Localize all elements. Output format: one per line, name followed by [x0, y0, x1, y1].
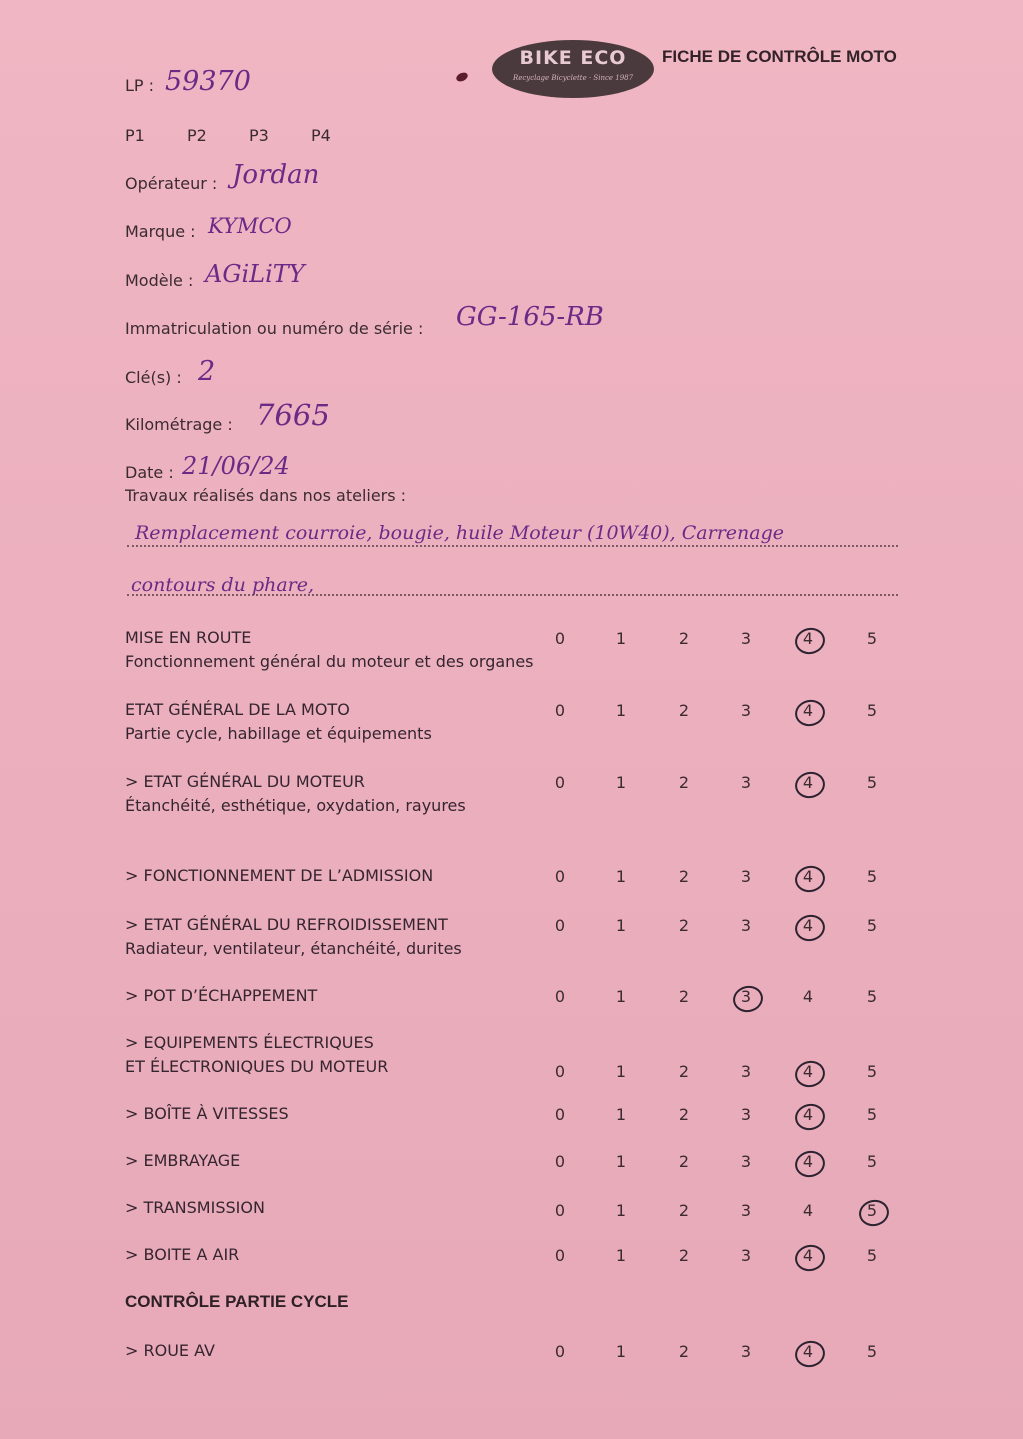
- score-option[interactable]: 2: [678, 629, 690, 648]
- ink-mark: [455, 71, 469, 83]
- score-option[interactable]: 1: [615, 1246, 627, 1265]
- score-option[interactable]: 5: [866, 773, 878, 792]
- score-option-selected[interactable]: 4: [793, 626, 823, 652]
- logo-text: BIKE ECO: [519, 47, 627, 69]
- score-option[interactable]: 1: [615, 773, 627, 792]
- score-option[interactable]: 5: [866, 916, 878, 935]
- score-option[interactable]: 3: [740, 701, 752, 720]
- operateur-value: Jordan: [232, 160, 320, 190]
- score-option-selected[interactable]: 3: [731, 984, 761, 1010]
- score-option-selected[interactable]: 5: [857, 1198, 887, 1224]
- score-option[interactable]: 2: [678, 701, 690, 720]
- criterion-description: Fonctionnement général du moteur et des organes: [125, 652, 534, 671]
- kilometrage-value: 7665: [256, 398, 330, 432]
- score-option[interactable]: 0: [554, 1246, 566, 1265]
- score-option[interactable]: 3: [740, 1246, 752, 1265]
- travaux-text-1: Remplacement courroie, bougie, huile Moteur (10W40), Carrenage: [135, 522, 784, 544]
- score-option[interactable]: 4: [802, 1201, 814, 1220]
- section-partie-cycle: CONTRÔLE PARTIE CYCLE: [125, 1292, 349, 1311]
- score-option[interactable]: 2: [678, 867, 690, 886]
- travaux-line-1: [127, 545, 898, 547]
- score-option[interactable]: 1: [615, 1201, 627, 1220]
- score-option[interactable]: 0: [554, 1201, 566, 1220]
- score-option[interactable]: 0: [554, 1152, 566, 1171]
- date-label: Date :: [125, 463, 174, 482]
- score-option[interactable]: 1: [615, 1152, 627, 1171]
- score-option-selected[interactable]: 4: [793, 1102, 823, 1128]
- score-option[interactable]: 1: [615, 867, 627, 886]
- travaux-label: Travaux réalisés dans nos ateliers :: [125, 486, 407, 505]
- score-option[interactable]: 0: [554, 916, 566, 935]
- score-option-selected[interactable]: 4: [793, 698, 823, 724]
- document-title: FICHE DE CONTRÔLE MOTO: [662, 47, 897, 66]
- score-option[interactable]: 0: [554, 867, 566, 886]
- score-option[interactable]: 0: [554, 1342, 566, 1361]
- score-option[interactable]: 4: [802, 987, 814, 1006]
- criterion-name: MISE EN ROUTE: [125, 628, 252, 647]
- score-option[interactable]: 2: [678, 1152, 690, 1171]
- cles-value: 2: [198, 356, 216, 387]
- score-option[interactable]: 1: [615, 1105, 627, 1124]
- score-option[interactable]: 5: [866, 701, 878, 720]
- score-option-selected[interactable]: 4: [793, 1149, 823, 1175]
- criterion-name: > ETAT GÉNÉRAL DU REFROIDISSEMENT: [125, 915, 448, 934]
- immatriculation-label: Immatriculation ou numéro de série :: [125, 319, 424, 338]
- criterion-name: > POT D’ÉCHAPPEMENT: [125, 986, 318, 1005]
- score-option[interactable]: 3: [740, 1342, 752, 1361]
- immatriculation-value: GG-165-RB: [456, 302, 604, 332]
- score-option[interactable]: 5: [866, 987, 878, 1006]
- score-option[interactable]: 1: [615, 1062, 627, 1081]
- criterion-name: > ROUE AV: [125, 1341, 215, 1360]
- score-option[interactable]: 3: [740, 1105, 752, 1124]
- score-option[interactable]: 3: [740, 629, 752, 648]
- lp-label: LP :: [125, 76, 155, 95]
- score-option-selected[interactable]: 4: [793, 1059, 823, 1085]
- score-option[interactable]: 5: [866, 1246, 878, 1265]
- score-option[interactable]: 0: [554, 773, 566, 792]
- score-option[interactable]: 1: [615, 987, 627, 1006]
- position-p2: P2: [187, 126, 207, 145]
- marque-value: KYMCO: [208, 214, 292, 238]
- kilometrage-label: Kilométrage :: [125, 415, 233, 434]
- score-option[interactable]: 5: [866, 1105, 878, 1124]
- score-option[interactable]: 3: [740, 773, 752, 792]
- score-option[interactable]: 5: [866, 629, 878, 648]
- operateur-label: Opérateur :: [125, 174, 218, 193]
- criterion-name: > ETAT GÉNÉRAL DU MOTEUR: [125, 772, 365, 791]
- score-option[interactable]: 3: [740, 1152, 752, 1171]
- score-option[interactable]: 0: [554, 1062, 566, 1081]
- score-option[interactable]: 5: [866, 1342, 878, 1361]
- criterion-description: ET ÉLECTRONIQUES DU MOTEUR: [125, 1057, 389, 1076]
- score-option[interactable]: 1: [615, 629, 627, 648]
- date-value: 21/06/24: [182, 452, 290, 480]
- marque-label: Marque :: [125, 222, 196, 241]
- score-option[interactable]: 2: [678, 1246, 690, 1265]
- score-option[interactable]: 5: [866, 1062, 878, 1081]
- criterion-name: > BOÎTE À VITESSES: [125, 1104, 289, 1123]
- score-option-selected[interactable]: 4: [793, 913, 823, 939]
- score-option[interactable]: 2: [678, 1105, 690, 1124]
- score-option[interactable]: 2: [678, 1062, 690, 1081]
- modele-label: Modèle :: [125, 271, 194, 290]
- criterion-name: ETAT GÉNÉRAL DE LA MOTO: [125, 700, 350, 719]
- score-option[interactable]: 3: [740, 867, 752, 886]
- criterion-name: > BOITE A AIR: [125, 1245, 240, 1264]
- lp-value: 59370: [165, 66, 251, 97]
- criterion-description: Radiateur, ventilateur, étanchéité, durites: [125, 939, 462, 958]
- score-option[interactable]: 0: [554, 987, 566, 1006]
- position-p3: P3: [249, 126, 269, 145]
- criterion-name: > EQUIPEMENTS ÉLECTRIQUES: [125, 1033, 374, 1052]
- score-option[interactable]: 0: [554, 701, 566, 720]
- score-option[interactable]: 5: [866, 867, 878, 886]
- criterion-description: Étanchéité, esthétique, oxydation, rayures: [125, 796, 466, 815]
- score-option[interactable]: 2: [678, 773, 690, 792]
- score-option[interactable]: 3: [740, 1062, 752, 1081]
- modele-value: AGiLiTY: [205, 260, 305, 288]
- score-option-selected[interactable]: 4: [793, 864, 823, 890]
- score-option-selected[interactable]: 4: [793, 1243, 823, 1269]
- position-p4: P4: [311, 126, 331, 145]
- score-option[interactable]: 3: [740, 916, 752, 935]
- score-option[interactable]: 1: [615, 916, 627, 935]
- score-option[interactable]: 3: [740, 1201, 752, 1220]
- travaux-text-2: contours du phare,: [131, 574, 315, 596]
- cles-label: Clé(s) :: [125, 368, 182, 387]
- criterion-name: > FONCTIONNEMENT DE L’ADMISSION: [125, 866, 434, 885]
- score-option[interactable]: 5: [866, 1152, 878, 1171]
- criterion-description: Partie cycle, habillage et équipements: [125, 724, 432, 743]
- score-option[interactable]: 2: [678, 916, 690, 935]
- company-logo: [492, 40, 654, 98]
- score-option[interactable]: 0: [554, 629, 566, 648]
- score-option-selected[interactable]: 4: [793, 770, 823, 796]
- score-option[interactable]: 1: [615, 1342, 627, 1361]
- score-option[interactable]: 1: [615, 701, 627, 720]
- criterion-name: > TRANSMISSION: [125, 1198, 265, 1217]
- logo-subtext: Recyclage Bicyclette · Since 1987: [512, 74, 634, 82]
- score-option[interactable]: 2: [678, 1201, 690, 1220]
- score-option[interactable]: 2: [678, 987, 690, 1006]
- score-option[interactable]: 0: [554, 1105, 566, 1124]
- score-option[interactable]: 2: [678, 1342, 690, 1361]
- position-p1: P1: [125, 126, 145, 145]
- criterion-name: > EMBRAYAGE: [125, 1151, 241, 1170]
- score-option-selected[interactable]: 4: [793, 1339, 823, 1365]
